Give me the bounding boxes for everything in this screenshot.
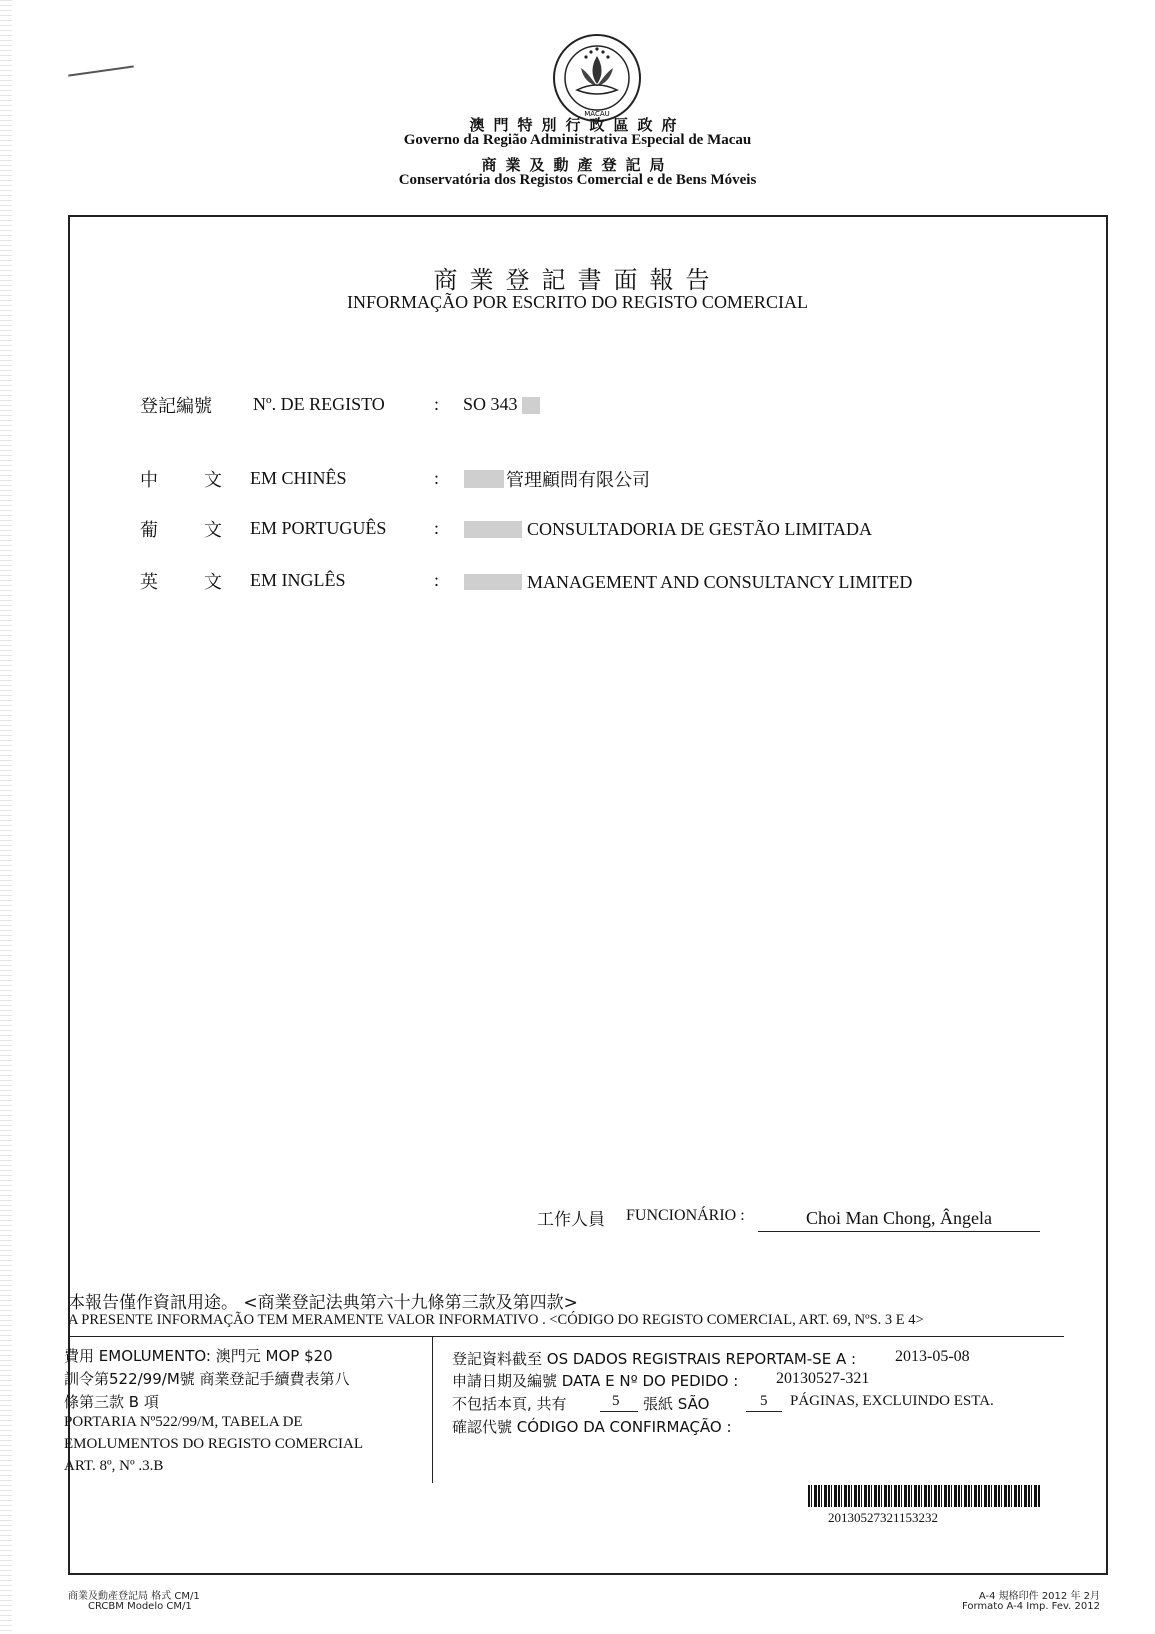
field-label-zh-b: 文: [204, 572, 222, 593]
fees-line: PORTARIA Nº522/99/M, TABELA DE: [64, 1414, 303, 1430]
footer-right-zh: A-4 規格印件 2012 年 2月: [978, 1591, 1100, 1602]
request-label: 申請日期及編號 DATA E Nº DO PEDIDO :: [452, 1372, 739, 1390]
pages-mid: 張紙 SÃO: [643, 1395, 710, 1413]
request-value: 20130527-321: [776, 1370, 870, 1387]
pages-count: 5: [612, 1393, 620, 1409]
fees-line: ART. 8º, Nº .3.B: [64, 1458, 164, 1474]
fees-line: 費用 EMOLUMENTO: 澳門元 MOP $20: [64, 1347, 333, 1365]
pages-count-2: 5: [760, 1393, 768, 1409]
field-label-pt: EM CHINÊS: [250, 468, 347, 488]
pages-underline-2: [746, 1411, 782, 1412]
field-colon: :: [434, 468, 440, 488]
notice-pt: A PRESENTE INFORMAÇÃO TEM MERAMENTE VALOR INFORMATIVO . <CÓDIGO DO REGISTO COMERCIAL, ART. 69, NºS. 3 E 4>: [68, 1312, 924, 1328]
confirm-label: 確認代號 CÓDIGO DA CONFIRMAÇÃO :: [452, 1418, 732, 1436]
field-label-pt: Nº. DE REGISTO: [253, 394, 385, 414]
seal-text: MACAU: [584, 110, 610, 118]
fees-line: EMOLUMENTOS DO REGISTO COMERCIAL: [64, 1436, 364, 1452]
footer-right-pt: Formato A-4 Imp. Fev. 2012: [961, 1601, 1100, 1612]
notice-zh: 本報告僅作資訊用途。 <商業登記法典第六十九條第三款及第四款>: [68, 1293, 578, 1313]
gov-name-zh: 澳門特別行政區政府: [469, 116, 686, 134]
field-colon: :: [434, 394, 440, 414]
notice-divider: [68, 1336, 1064, 1337]
office-name-zh: 商業及動產登記局: [481, 156, 674, 174]
field-label-zh-a: 中: [140, 470, 158, 491]
pages-post: PÁGINAS, EXCLUINDO ESTA.: [790, 1393, 994, 1409]
staff-label-pt: FUNCIONÁRIO :: [626, 1207, 745, 1224]
field-colon: :: [434, 570, 440, 590]
staff-name: Choi Man Chong, Ângela: [806, 1208, 992, 1228]
fees-line: 訓令第522/99/M號 商業登記手續費表第八: [64, 1370, 350, 1388]
redaction-block: [522, 397, 540, 414]
redaction-block: [464, 521, 522, 538]
redaction-block: [464, 470, 504, 488]
field-label-zh-a: 葡: [140, 520, 158, 541]
field-value: 管理顧問有限公司: [506, 470, 650, 491]
data-value: 2013-05-08: [895, 1348, 970, 1365]
confirm-code: 20130527321153232: [828, 1510, 939, 1525]
field-label-zh-b: 文: [204, 470, 222, 491]
field-label-zh-a: 英: [140, 572, 158, 593]
block-divider: [432, 1337, 433, 1483]
office-name-pt: Conservatória dos Registos Comercial e de Bens Móveis: [398, 172, 757, 188]
field-label-pt: EM INGLÊS: [250, 570, 346, 590]
footer-left-zh: 商業及動產登記局 格式 CM/1: [68, 1591, 200, 1602]
field-value: MANAGEMENT AND CONSULTANCY LIMITED: [527, 572, 913, 592]
data-label: 登記資料截至 OS DADOS REGISTRAIS REPORTAM-SE A :: [452, 1350, 857, 1368]
barcode-icon: [808, 1485, 1040, 1507]
field-label-pt: EM PORTUGUÊS: [250, 518, 387, 538]
pages-underline: [600, 1411, 638, 1412]
macau-seal-icon: [551, 32, 643, 124]
report-title-pt: INFORMAÇÃO POR ESCRITO DO REGISTO COMERCIAL: [347, 292, 808, 312]
gov-name-pt: Governo da Região Administrativa Especial de Macau: [403, 132, 752, 148]
redaction-block: [464, 574, 522, 590]
field-label-zh: 登記編號: [140, 396, 212, 417]
field-value: SO 343: [463, 394, 518, 414]
field-label-zh-b: 文: [204, 520, 222, 541]
fees-line: 條第三款 B 項: [64, 1393, 159, 1411]
staff-label-zh: 工作人員: [537, 1210, 605, 1230]
footer-left-pt: CRCBM Modelo CM/1: [88, 1601, 192, 1612]
field-value: CONSULTADORIA DE GESTÃO LIMITADA: [527, 519, 872, 539]
scan-edge-artifact: [0, 0, 12, 1634]
report-title-zh: 商業登記書面報告: [433, 266, 722, 294]
scan-mark: [68, 65, 134, 76]
pages-pre: 不包括本頁, 共有: [452, 1395, 567, 1413]
signature-line: [758, 1231, 1040, 1232]
field-colon: :: [434, 518, 440, 538]
